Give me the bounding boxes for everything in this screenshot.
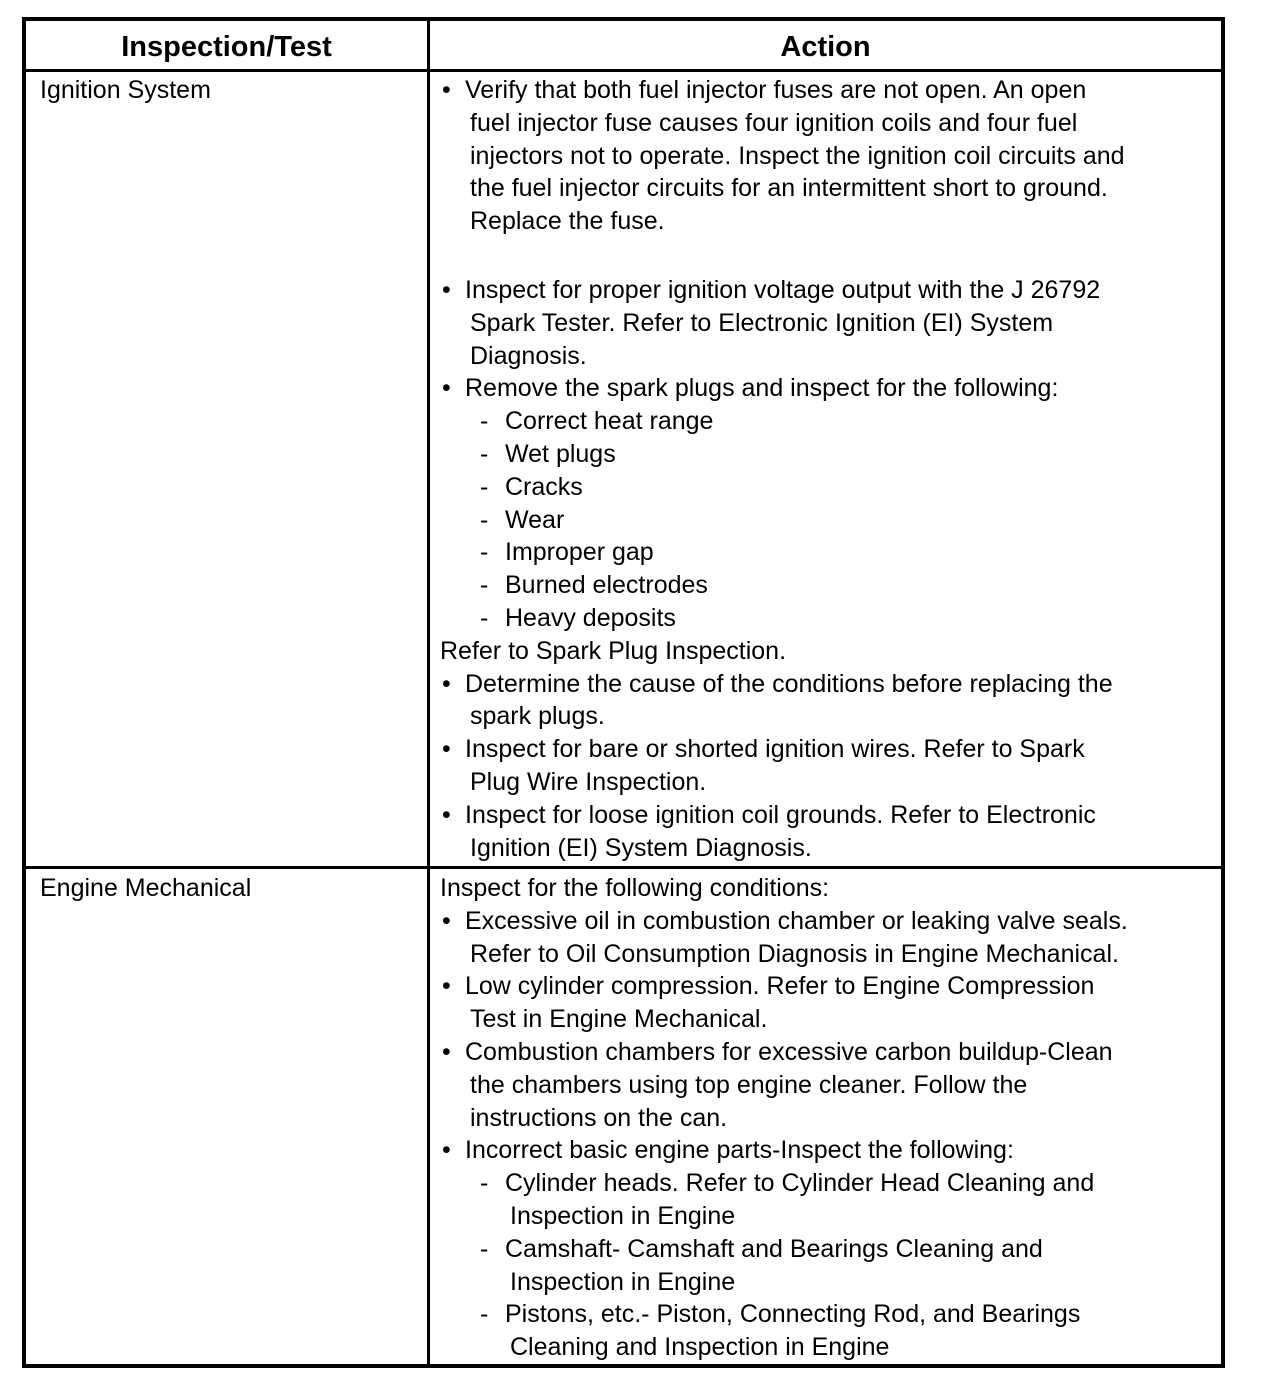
bullet-glyph: • xyxy=(442,669,451,698)
item-continuation: Test in Engine Mechanical. xyxy=(470,1005,768,1034)
item-text: Heavy deposits xyxy=(505,603,676,632)
bullet-glyph: • xyxy=(442,800,451,829)
bullet-glyph: • xyxy=(442,1136,451,1165)
header-divider xyxy=(26,69,1221,72)
item-text: Determine the cause of the conditions before replacing the xyxy=(465,669,1113,698)
item-continuation: fuel injector fuse causes four ignition coils and four fuel xyxy=(470,108,1078,137)
dash-item xyxy=(440,438,1215,471)
row-label-engine-mechanical: Engine Mechanical xyxy=(40,874,252,902)
dash-item xyxy=(440,602,1215,635)
item-text: Remove the spark plugs and inspect for the following: xyxy=(465,374,1059,403)
dash-glyph: - xyxy=(480,472,489,501)
bullet-glyph: • xyxy=(442,1037,451,1066)
item-text: Wear xyxy=(505,505,565,534)
item-continuation: instructions on the can. xyxy=(470,1103,728,1132)
dash-glyph: - xyxy=(480,1169,489,1198)
dash-item xyxy=(440,569,1215,602)
item-continuation: Replace the fuse. xyxy=(470,207,665,236)
bullet-item xyxy=(440,668,1215,701)
dash-glyph: - xyxy=(480,603,489,632)
plain-text-line: Inspect for the following conditions: xyxy=(440,874,830,902)
bullet-item xyxy=(440,1036,1215,1069)
item-text: Verify that both fuel injector fuses are not open. An open xyxy=(465,76,1087,104)
item-text: Inspect for proper ignition voltage output with the J 26792 xyxy=(465,275,1101,304)
item-continuation: Spark Tester. Refer to Electronic Ignition (EI) System xyxy=(470,308,1054,337)
item-text: Correct heat range xyxy=(505,407,714,436)
bullet-item xyxy=(440,274,1215,307)
item-continuation: Inspection in Engine xyxy=(510,1201,736,1230)
dash-item xyxy=(440,504,1215,537)
item-continuation: Refer to Oil Consumption Diagnosis in Engine Mechanical. xyxy=(470,939,1119,968)
item-text: Cylinder heads. Refer to Cylinder Head Cleaning and xyxy=(505,1169,1095,1198)
dash-item xyxy=(440,405,1215,438)
bullet-glyph: • xyxy=(442,735,451,764)
item-text: Inspect for bare or shorted ignition wires. Refer to Spark xyxy=(465,735,1085,764)
dash-glyph: - xyxy=(480,1234,489,1263)
item-continuation: Diagnosis. xyxy=(470,341,587,370)
item-text: Low cylinder compression. Refer to Engine Compression xyxy=(465,972,1095,1001)
dash-item xyxy=(440,1298,1215,1331)
bullet-glyph: • xyxy=(442,275,451,304)
bullet-glyph: • xyxy=(442,374,451,403)
item-continuation: Cleaning and Inspection in Engine xyxy=(510,1333,890,1362)
bullet-item xyxy=(440,74,1215,107)
dash-item xyxy=(440,536,1215,569)
dash-glyph: - xyxy=(480,505,489,534)
action-cell-engine-mechanical xyxy=(440,872,1215,1364)
header-action: Action xyxy=(780,31,871,63)
row-divider xyxy=(26,866,1221,869)
item-continuation: the chambers using top engine cleaner. Follow the xyxy=(470,1070,1028,1099)
bullet-item xyxy=(440,733,1215,766)
inspection-table xyxy=(22,17,1225,1368)
item-text: Inspect for loose ignition coil grounds. Refer to Electronic xyxy=(465,800,1096,829)
item-continuation: injectors not to operate. Inspect the ignition coil circuits and xyxy=(470,141,1125,170)
item-continuation: Ignition (EI) System Diagnosis. xyxy=(470,833,812,862)
bullet-item xyxy=(440,372,1215,405)
item-text: Excessive oil in combustion chamber or leaking valve seals. xyxy=(465,906,1128,935)
spacer xyxy=(440,238,1215,274)
item-continuation: Plug Wire Inspection. xyxy=(470,767,707,796)
bullet-item xyxy=(440,1134,1215,1167)
item-text: Wet plugs xyxy=(505,439,616,468)
action-cell-ignition-system xyxy=(440,74,1215,864)
dash-item xyxy=(440,1167,1215,1200)
dash-item xyxy=(440,1233,1215,1266)
dash-glyph: - xyxy=(480,1300,489,1329)
bullet-item xyxy=(440,970,1215,1003)
header-inspection-test: Inspection/Test xyxy=(121,31,332,63)
bullet-glyph: • xyxy=(442,972,451,1001)
item-text: Camshaft- Camshaft and Bearings Cleaning and xyxy=(505,1234,1043,1263)
bullet-item xyxy=(440,799,1215,832)
item-text: Incorrect basic engine parts-Inspect the following: xyxy=(465,1136,1014,1165)
dash-glyph: - xyxy=(480,439,489,468)
dash-item xyxy=(440,471,1215,504)
dash-glyph: - xyxy=(480,538,489,567)
row-label-ignition-system: Ignition System xyxy=(40,76,211,104)
bullet-glyph: • xyxy=(442,906,451,935)
bullet-item xyxy=(440,905,1215,938)
item-continuation: spark plugs. xyxy=(470,702,605,731)
item-text: Cracks xyxy=(505,472,583,501)
item-text: Combustion chambers for excessive carbon buildup-Clean xyxy=(465,1037,1113,1066)
plain-text-line: Refer to Spark Plug Inspection. xyxy=(440,636,787,665)
column-divider xyxy=(427,21,430,1364)
dash-glyph: - xyxy=(480,407,489,436)
item-continuation: Inspection in Engine xyxy=(510,1267,736,1296)
item-text: Improper gap xyxy=(505,538,654,567)
dash-glyph: - xyxy=(480,571,489,600)
item-text: Burned electrodes xyxy=(505,571,708,600)
bullet-glyph: • xyxy=(442,76,451,104)
item-text: Pistons, etc.- Piston, Connecting Rod, and Bearings xyxy=(505,1300,1081,1329)
item-continuation: the fuel injector circuits for an intermittent short to ground. xyxy=(470,174,1108,203)
